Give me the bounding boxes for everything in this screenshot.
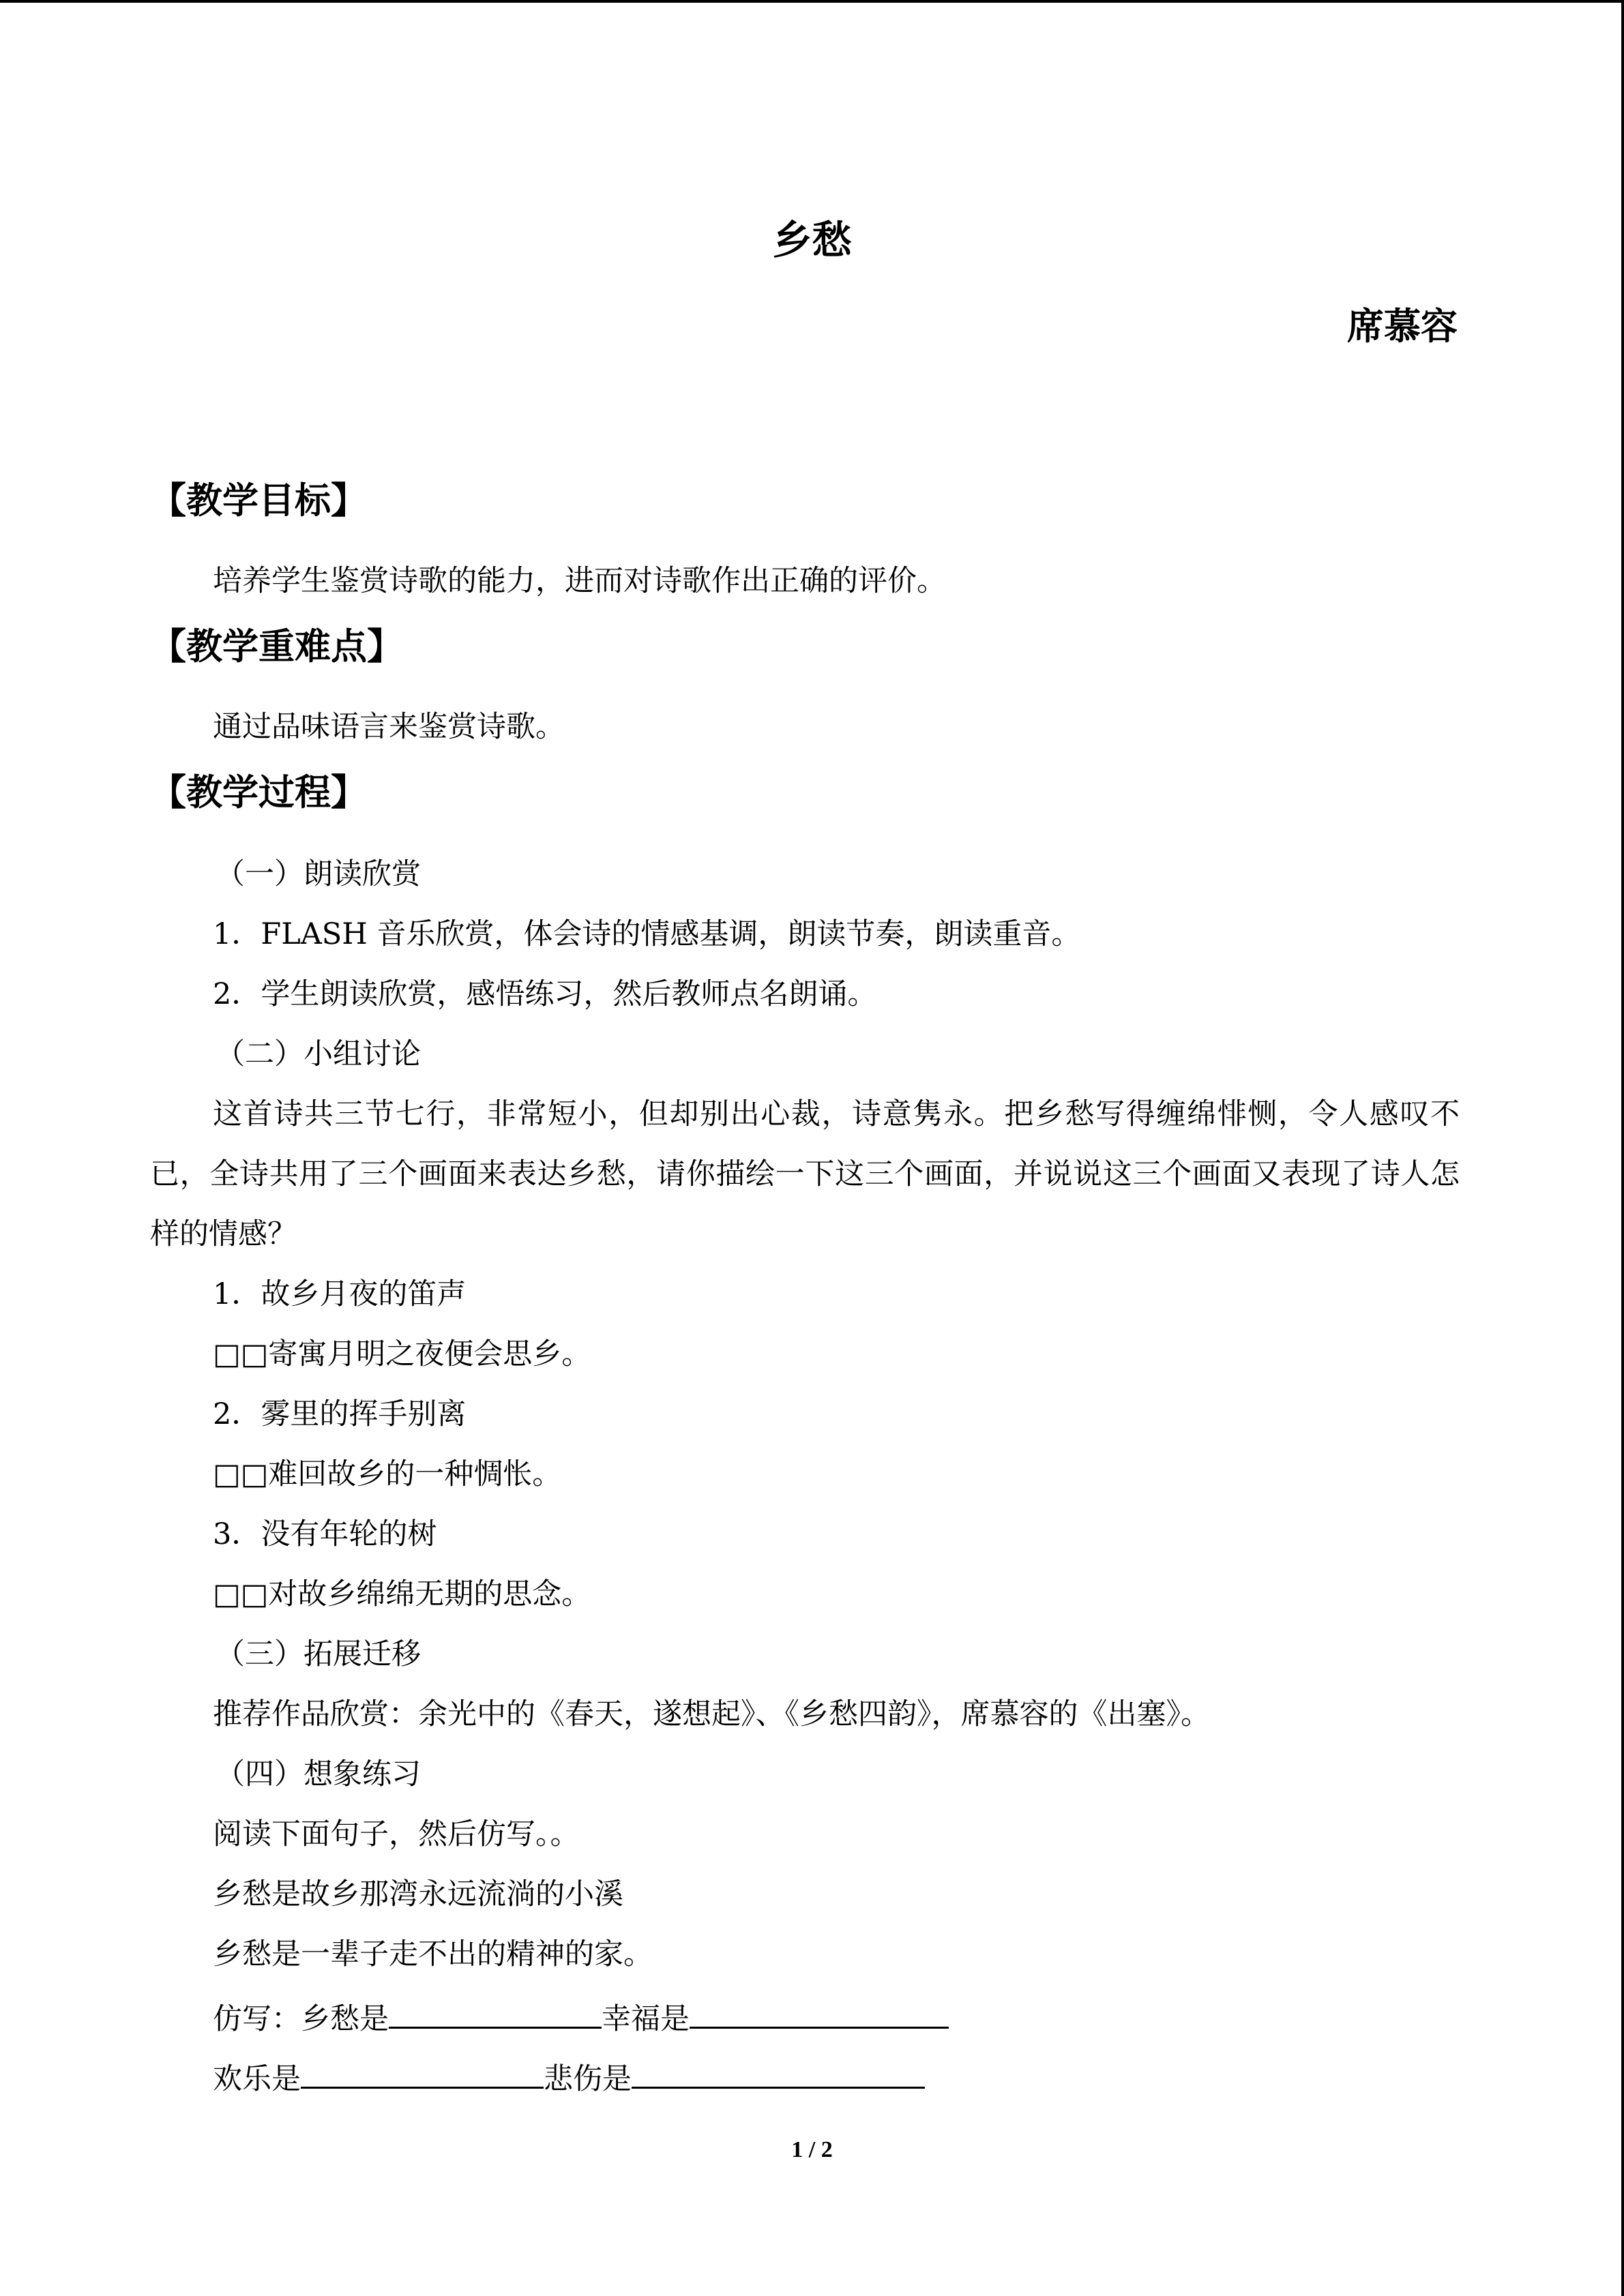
image3-title: 3．没有年轮的树 bbox=[213, 1517, 437, 1551]
image2-text: □□难回故乡的一种惆怅。 bbox=[213, 1457, 562, 1491]
part3-text: 推荐作品欣赏：余光中的《春天，遂想起》、《乡愁四韵》，席慕容的《出塞》。 bbox=[213, 1697, 1210, 1731]
imitate-label-joy: 欢乐是 bbox=[213, 2062, 301, 2096]
example-sentence-2: 乡愁是一辈子走不出的精神的家。 bbox=[213, 1937, 653, 1971]
part4-title: （四）想象练习 bbox=[216, 1757, 421, 1791]
page-border-right bbox=[1621, 0, 1624, 2296]
part2-title: （二）小组讨论 bbox=[216, 1037, 421, 1071]
image2-title: 2．雾里的挥手别离 bbox=[213, 1397, 467, 1431]
blank-joy[interactable] bbox=[301, 2054, 544, 2089]
part2-paragraph: 这首诗共三节七行，非常短小，但却别出心裁，诗意隽永。把乡愁写得缠绵悱恻，令人感叹不已，全诗共用了三个画面来表达乡愁，请你描绘一下这三个画面，并说说这三个画面又表现了诗人怎样的情感？ bbox=[150, 1097, 1460, 1251]
image1-title: 1．故乡月夜的笛声 bbox=[213, 1277, 467, 1311]
page-border-top bbox=[0, 0, 1624, 3]
imitation-row-1 bbox=[213, 1994, 949, 2040]
heading-teaching-goals: 【教学目标】 bbox=[150, 479, 367, 522]
part3-title: （三）拓展迁移 bbox=[216, 1637, 421, 1671]
blank-happiness[interactable] bbox=[690, 1994, 949, 2029]
part1-item1: 1．FLASH 音乐欣赏，体会诗的情感基调，朗读节奏，朗读重音。 bbox=[213, 917, 1081, 951]
part1-title: （一）朗读欣赏 bbox=[216, 857, 421, 891]
page-number: 1 / 2 bbox=[791, 2137, 833, 2162]
goals-text: 培养学生鉴赏诗歌的能力，进而对诗歌作出正确的评价。 bbox=[213, 564, 946, 598]
image1-text: □□寄寓月明之夜便会思乡。 bbox=[213, 1337, 591, 1371]
heading-key-difficulties: 【教学重难点】 bbox=[150, 625, 403, 668]
difficulty-text: 通过品味语言来鉴赏诗歌。 bbox=[213, 710, 565, 744]
part1-item2: 2．学生朗读欣赏，感悟练习，然后教师点名朗诵。 bbox=[213, 977, 877, 1011]
example-sentence-1: 乡愁是故乡那湾永远流淌的小溪 bbox=[213, 1877, 623, 1911]
imitate-label-sorrow: 悲伤是 bbox=[544, 2062, 632, 2096]
part4-instruction: 阅读下面句子，然后仿写。。 bbox=[213, 1817, 580, 1851]
imitate-label-happiness: 幸福是 bbox=[602, 2002, 690, 2036]
imitate-label-nostalgia: 仿写：乡愁是 bbox=[213, 2002, 389, 2036]
author-name: 席慕容 bbox=[1347, 304, 1458, 348]
blank-nostalgia[interactable] bbox=[389, 1994, 602, 2029]
image3-text: □□对故乡绵绵无期的思念。 bbox=[213, 1577, 591, 1611]
heading-teaching-process: 【教学过程】 bbox=[150, 771, 367, 814]
imitation-row-2 bbox=[213, 2054, 925, 2100]
blank-sorrow[interactable] bbox=[632, 2054, 925, 2089]
document-title: 乡愁 bbox=[772, 217, 852, 263]
